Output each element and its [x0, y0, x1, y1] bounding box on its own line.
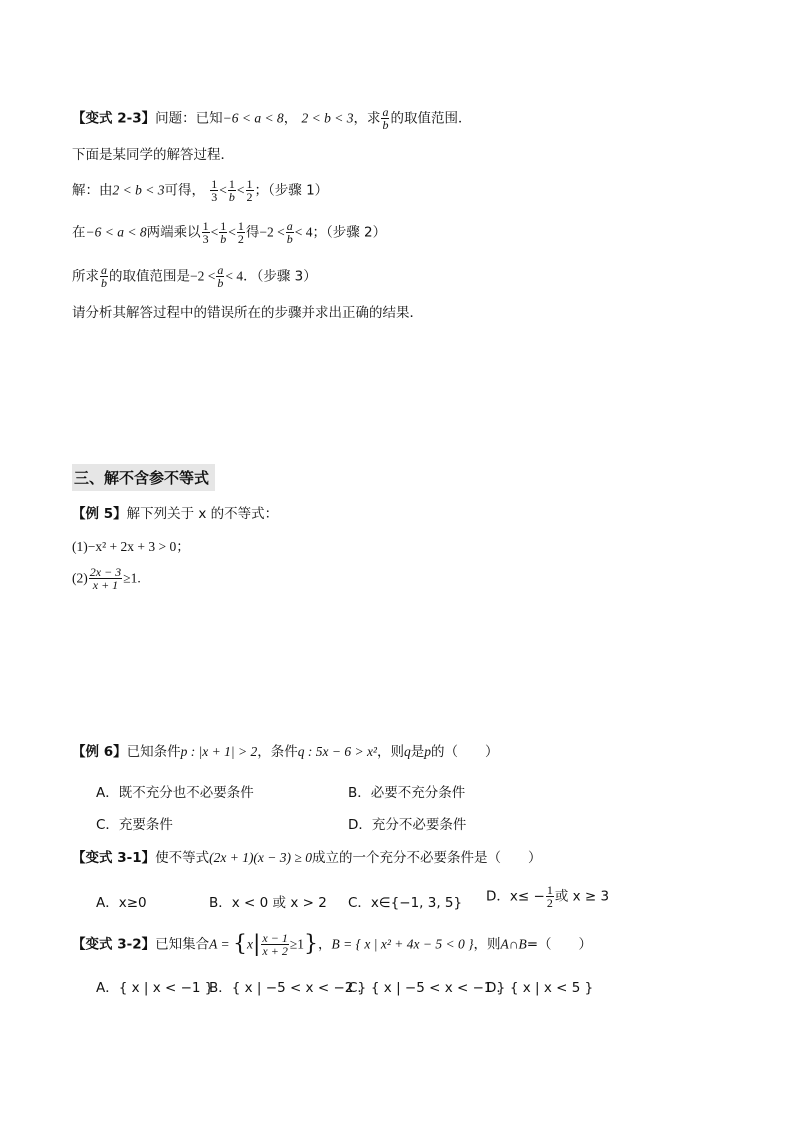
v23-s3-pre: 所求	[72, 268, 99, 285]
v23-step3: 所求 $\frac{a}{b}$ 的取值范围是−2 < $\frac{a}{b}$ < 4．（步骤 3）	[72, 263, 317, 290]
v23-lead: 问题：已知	[155, 110, 223, 127]
v31-option-d[interactable]	[486, 884, 609, 909]
v32-tag: 【变式 3-2】	[72, 936, 156, 953]
ex6-cond-p: p : |x + 1| > 2	[180, 744, 258, 759]
v32-option-a[interactable]: A．{ x | x < −1 }	[96, 980, 214, 996]
ex5-tag: 【例 5】	[72, 506, 127, 522]
v32-b-set: B = { x | x² + 4x − 5 < 0 }	[331, 936, 474, 952]
ex6-p: p	[424, 744, 431, 759]
v31-option-a[interactable]: A．x≥0	[96, 895, 147, 911]
v23-tail: 的取值范围．	[390, 110, 472, 127]
v31-expr: (2x + 1)(x − 3) ≥ 0	[209, 850, 312, 865]
v32-a-pre: A =	[209, 936, 233, 952]
section-title: 三、解不含参不等式	[72, 464, 215, 491]
v23-step2: 在−6 < a < 8两端乘以 $\frac{1}{3}$ < $\frac{1}{b}$ < $\frac{1}{2}$ 得−2 < $\frac{a}{b}$ < 4；（步骤 2）	[72, 219, 387, 246]
frac-a-b: $\frac{a}{b}$	[286, 219, 293, 246]
ex6-t5: 的（ ）	[430, 744, 499, 760]
frac-1-2: $\frac{1}{2}$	[246, 177, 253, 204]
v32-a-post: ≥1	[289, 936, 304, 952]
ex6-t3: ，则	[376, 744, 404, 760]
v23-s1-post: ；（步骤 1）	[254, 182, 329, 199]
v23-cond-b: 2 < b < 3	[301, 110, 354, 126]
v23-s3-post: ．（步骤 3）	[243, 268, 317, 285]
v23-cond-a: −6 < a < 8	[222, 110, 284, 126]
v32-t3: =（ ）	[526, 936, 593, 953]
frac-1-b: $\frac{1}{b}$	[220, 219, 227, 246]
v23-s1-pre: 解：由	[72, 182, 113, 199]
ex5-part1: (1)−x² + 2x + 3 > 0；	[72, 539, 190, 554]
v31-t1: 使不等式	[155, 850, 210, 866]
ex5-frac: $\frac{2x - 3}{x + 1}$	[89, 565, 122, 592]
frac-1-2: $\frac{1}{2}$	[546, 883, 553, 910]
ex6-t1: 已知条件	[126, 744, 181, 760]
frac-1-2: $\frac{1}{2}$	[237, 219, 244, 246]
v31-line	[72, 849, 541, 867]
v32-line: 【变式 3-2】已知集合A = {x| $\frac{x - 1}{x + 2}$ ≥1}，B = { x | x² + 4x − 5 < 0 }，则A∩B=（ ）	[72, 931, 593, 958]
ex5-text: 解下列关于 x 的不等式：	[126, 506, 279, 522]
ex6-tag: 【例 6】	[72, 744, 127, 760]
ex5-p2-post: ≥1.	[123, 570, 141, 586]
v23-s2-post: ；（步骤 2）	[312, 224, 387, 241]
v31-d-pre: D．x≤ −	[486, 888, 545, 905]
v31-option-c[interactable]: C．x∈{−1, 3, 5}	[348, 895, 463, 911]
v23-s1-cond: 2 < b < 3	[112, 182, 165, 198]
ex5-part2	[72, 566, 141, 591]
v32-frac: $\frac{x - 1}{x + 2}$	[262, 931, 288, 958]
ex6-line	[72, 743, 498, 761]
v32-sep: ，	[318, 936, 332, 953]
ex6-option-b[interactable]: B．必要不充分条件	[348, 785, 466, 801]
v23-frac-a-b: $\frac{a}{b}$	[382, 105, 389, 132]
v23-ask2: 请分析其解答过程中的错误所在的步骤并求出正确的结果．	[72, 305, 423, 321]
v31-t2: 成立的一个充分不必要条件是（ ）	[311, 850, 542, 866]
ex6-t4: 是	[410, 744, 425, 760]
ex5-p2-pre: (2)	[72, 570, 88, 586]
frac-a-b: $\frac{a}{b}$	[217, 263, 224, 290]
v23-ask: ，求	[353, 110, 381, 127]
v23-intro: 下面是某同学的解答过程．	[72, 147, 234, 163]
frac-1-3: $\frac{1}{3}$	[211, 177, 218, 204]
frac-1-b: $\frac{1}{b}$	[228, 177, 235, 204]
v23-step1: 解：由2 < b < 3可得， $\frac{1}{3}$ < $\frac{1}{b}$ < $\frac{1}{2}$ ；（步骤 1）	[72, 177, 329, 204]
ex6-t2: ，条件	[257, 744, 298, 760]
ex6-option-a[interactable]: A．既不充分也不必要条件	[96, 785, 254, 801]
v23-s2-get: 得	[245, 224, 260, 241]
v32-option-d[interactable]: D．{ x | x < 5 }	[486, 980, 594, 996]
v23-s1-mid: 可得，	[164, 182, 205, 199]
v23-question-line: 【变式 2-3】问题：已知−6 < a < 8， 2 < b < 3，求 $\frac{a}{b}$ 的取值范围．	[72, 105, 472, 132]
v23-s3-mid: 的取值范围是	[109, 268, 190, 285]
ex6-option-c[interactable]: C．充要条件	[96, 817, 173, 833]
ex5-line	[72, 505, 278, 523]
v31-option-b[interactable]: B．x < 0 或 x > 2	[209, 895, 327, 911]
v23-s2-mid: 两端乘以	[146, 224, 201, 241]
v23-s2-pre: 在	[72, 224, 86, 241]
v32-t2: ，则	[473, 936, 501, 953]
frac-a-b: $\frac{a}{b}$	[101, 263, 107, 290]
v32-ab: A∩B	[500, 936, 527, 952]
v23-tag: 【变式 2-3】	[72, 110, 156, 127]
ex6-option-d[interactable]: D．充分不必要条件	[348, 817, 467, 833]
v31-d-post: 或 x ≥ 3	[554, 888, 610, 905]
v32-option-c[interactable]: C．{ x | −5 < x < −1 }	[348, 980, 506, 996]
v32-t1: 已知集合	[155, 936, 210, 953]
v31-tag: 【变式 3-1】	[72, 850, 156, 866]
ex6-q: q	[403, 744, 411, 759]
v32-option-b[interactable]: B．{ x | −5 < x < −2 }	[209, 980, 367, 996]
v23-s2-cond: −6 < a < 8	[85, 224, 147, 240]
frac-1-3: $\frac{1}{3}$	[202, 219, 209, 246]
ex6-cond-q: q : 5x − 6 > x²	[297, 744, 377, 759]
